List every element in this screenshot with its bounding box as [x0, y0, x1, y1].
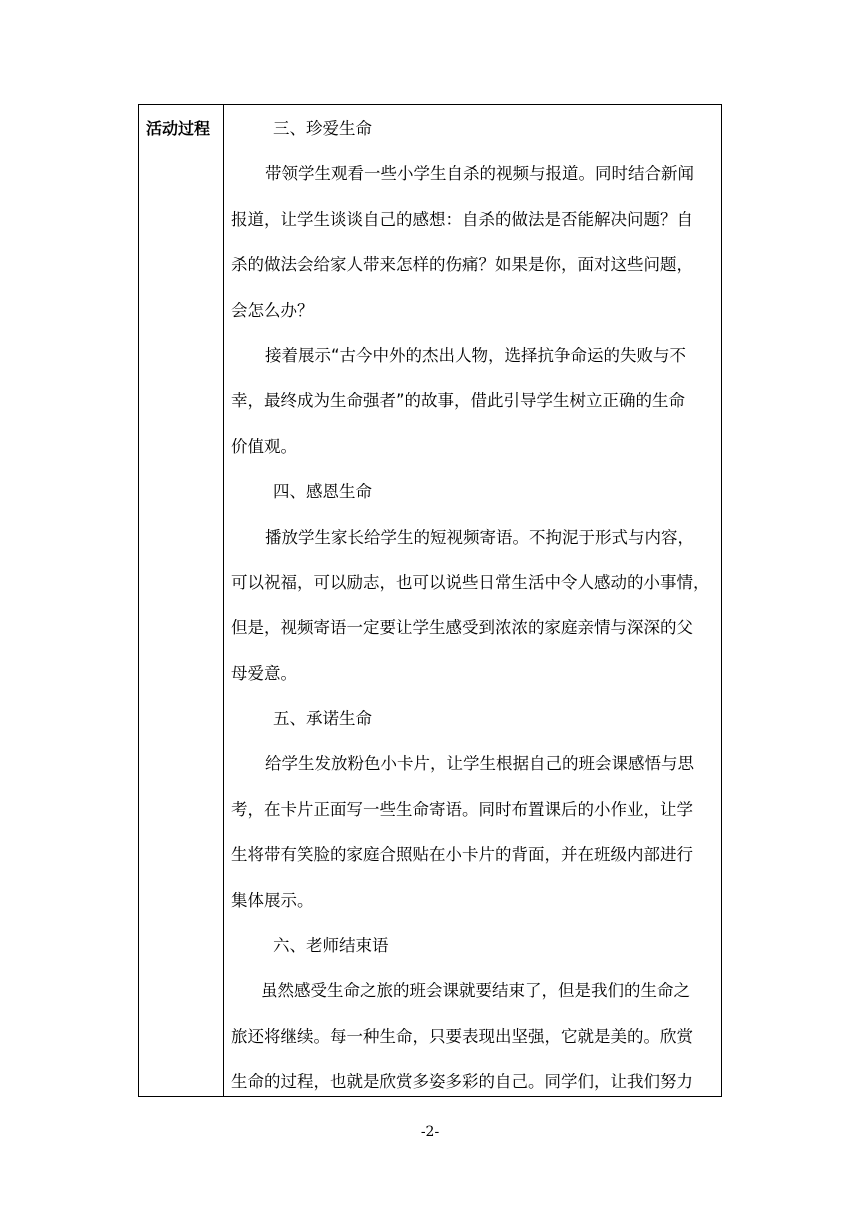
activity-table [138, 104, 722, 1097]
text-line: 母爱意。 [231, 663, 297, 683]
text-line: 幸，最终成为生命强者”的故事，借此引导学生树立正确的生命 [231, 391, 686, 411]
content-cell [231, 115, 715, 1114]
text-line: 报道，让学生谈谈自己的感想：自杀的做法是否能解决问题？自 [231, 209, 693, 229]
text-line: 价值观。 [231, 436, 297, 456]
activity-process-label: 活动过程 [146, 119, 211, 138]
column-divider [223, 105, 224, 1096]
text-line: 虽然感受生命之旅的班会课就要结束了，但是我们的生命之 [261, 981, 690, 1001]
text-line: 三、珍爱生命 [273, 119, 372, 138]
text-line: 播放学生家长给学生的短视频寄语。不拘泥于形式与内容， [265, 527, 694, 547]
text-line: 杀的做法会给家人带来怎样的伤痛？如果是你，面对这些问题， [231, 255, 693, 275]
text-line: 但是，视频寄语一定要让学生感受到浓浓的家庭亲情与深深的父 [231, 618, 693, 638]
text-line: 带领学生观看一些小学生自杀的视频与报道。同时结合新闻 [265, 164, 694, 184]
text-line: 会怎么办？ [231, 300, 314, 320]
text-line: 旅还将继续。每一种生命，只要表现出坚强，它就是美的。欣赏 [231, 1026, 693, 1046]
text-line: 给学生发放粉色小卡片，让学生根据自己的班会课感悟与思 [265, 754, 694, 774]
text-line: 接着展示“古今中外的杰出人物，选择抗争命运的失败与不 [265, 345, 687, 365]
text-line: 生命的过程，也就是欣赏多姿多彩的自己。同学们，让我们努力 [231, 1072, 693, 1092]
text-line: 可以祝福，可以励志，也可以说些日常生活中令人感动的小事情， [231, 572, 710, 592]
text-line: 五、承诺生命 [273, 709, 372, 729]
page-number: -2- [420, 1124, 440, 1140]
text-line: 考，在卡片正面写一些生命寄语。同时布置课后的小作业，让学 [231, 799, 693, 819]
text-line: 六、老师结束语 [273, 936, 389, 956]
text-line: 四、感恩生命 [273, 482, 372, 502]
text-line: 集体展示。 [231, 890, 314, 910]
text-line: 生将带有笑脸的家庭合照贴在小卡片的背面，并在班级内部进行 [231, 845, 693, 865]
